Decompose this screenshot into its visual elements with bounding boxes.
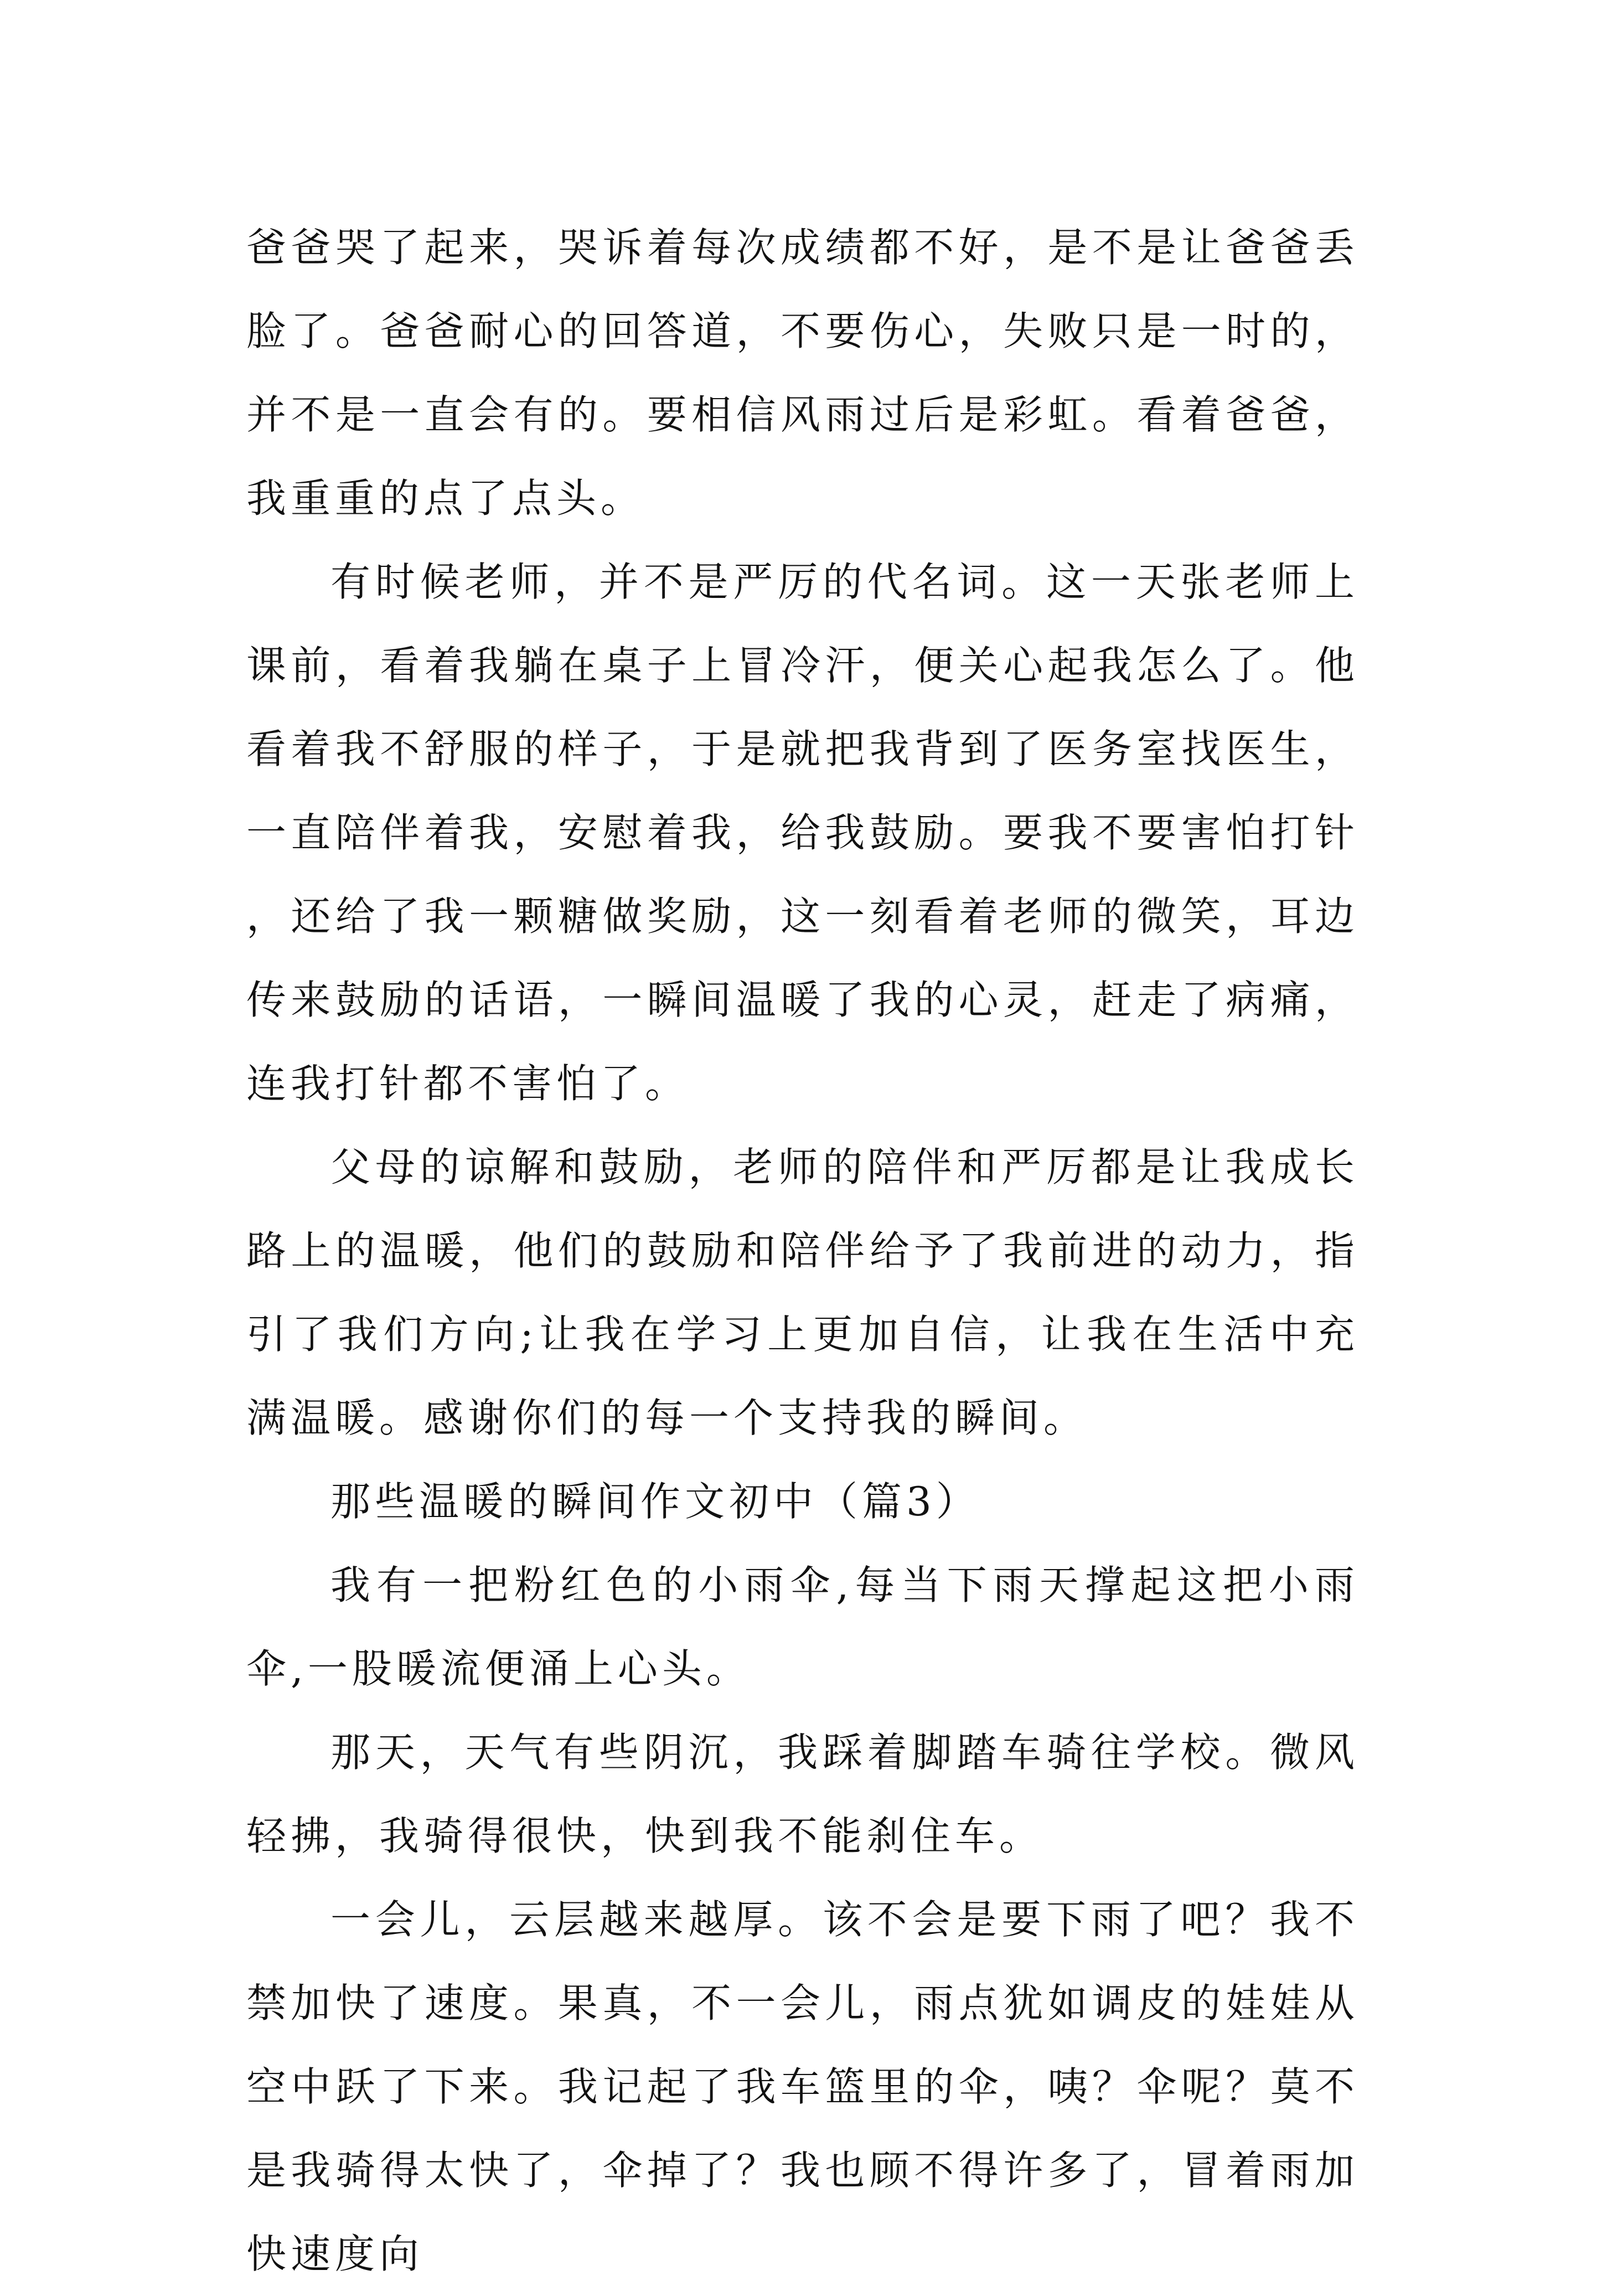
paragraph-summary: 父母的谅解和鼓励，老师的陪伴和严厉都是让我成长路上的温暖，他们的鼓励和陪伴给予了我前进的动力，指引了我们方向;让我在学习上更加自信，让我在生活中充满温暖。感谢你们的每一个支持我的瞬间。 bbox=[246, 1144, 1359, 1441]
section-heading: 那些温暖的瞬间作文初中（篇3） bbox=[330, 1478, 980, 1525]
paragraph-continuation: 爸爸哭了起来，哭诉着每次成绩都不好，是不是让爸爸丢脸了。爸爸耐心的回答道，不要伤心，失败只是一时的，并不是一直会有的。要相信风雨过后是彩虹。看着爸爸，我重重的点了点头。 bbox=[246, 224, 1359, 522]
document-body bbox=[246, 206, 1359, 2296]
paragraph-rain: 一会儿，云层越来越厚。该不会是要下雨了吧？我不禁加快了速度。果真，不一会儿，雨点犹如调皮的娃娃从空中跃了下来。我记起了我车篮里的伞，咦？伞呢？莫不是我骑得太快了，伞掉了？我也顾不得许多了，冒着雨加快速度向 bbox=[246, 1896, 1359, 2277]
paragraph-teacher: 有时候老师，并不是严厉的代名词。这一天张老师上课前，看着我躺在桌子上冒冷汗，便关心起我怎么了。他看着我不舒服的样子，于是就把我背到了医务室找医生，一直陪伴着我，安慰着我，给我鼓励。要我不要害怕打针，还给了我一颗糖做奖励，这一刻看着老师的微笑，耳边传来鼓励的话语，一瞬间温暖了我的心灵，赶走了病痛，连我打针都不害怕了。 bbox=[246, 559, 1359, 1107]
paragraph-umbrella: 我有一把粉红色的小雨伞,每当下雨天撑起这把小雨伞,一股暖流便涌上心头。 bbox=[246, 1562, 1359, 1692]
paragraph-weather: 那天，天气有些阴沉，我踩着脚踏车骑往学校。微风轻拂，我骑得很快，快到我不能刹住车。 bbox=[246, 1729, 1359, 1859]
